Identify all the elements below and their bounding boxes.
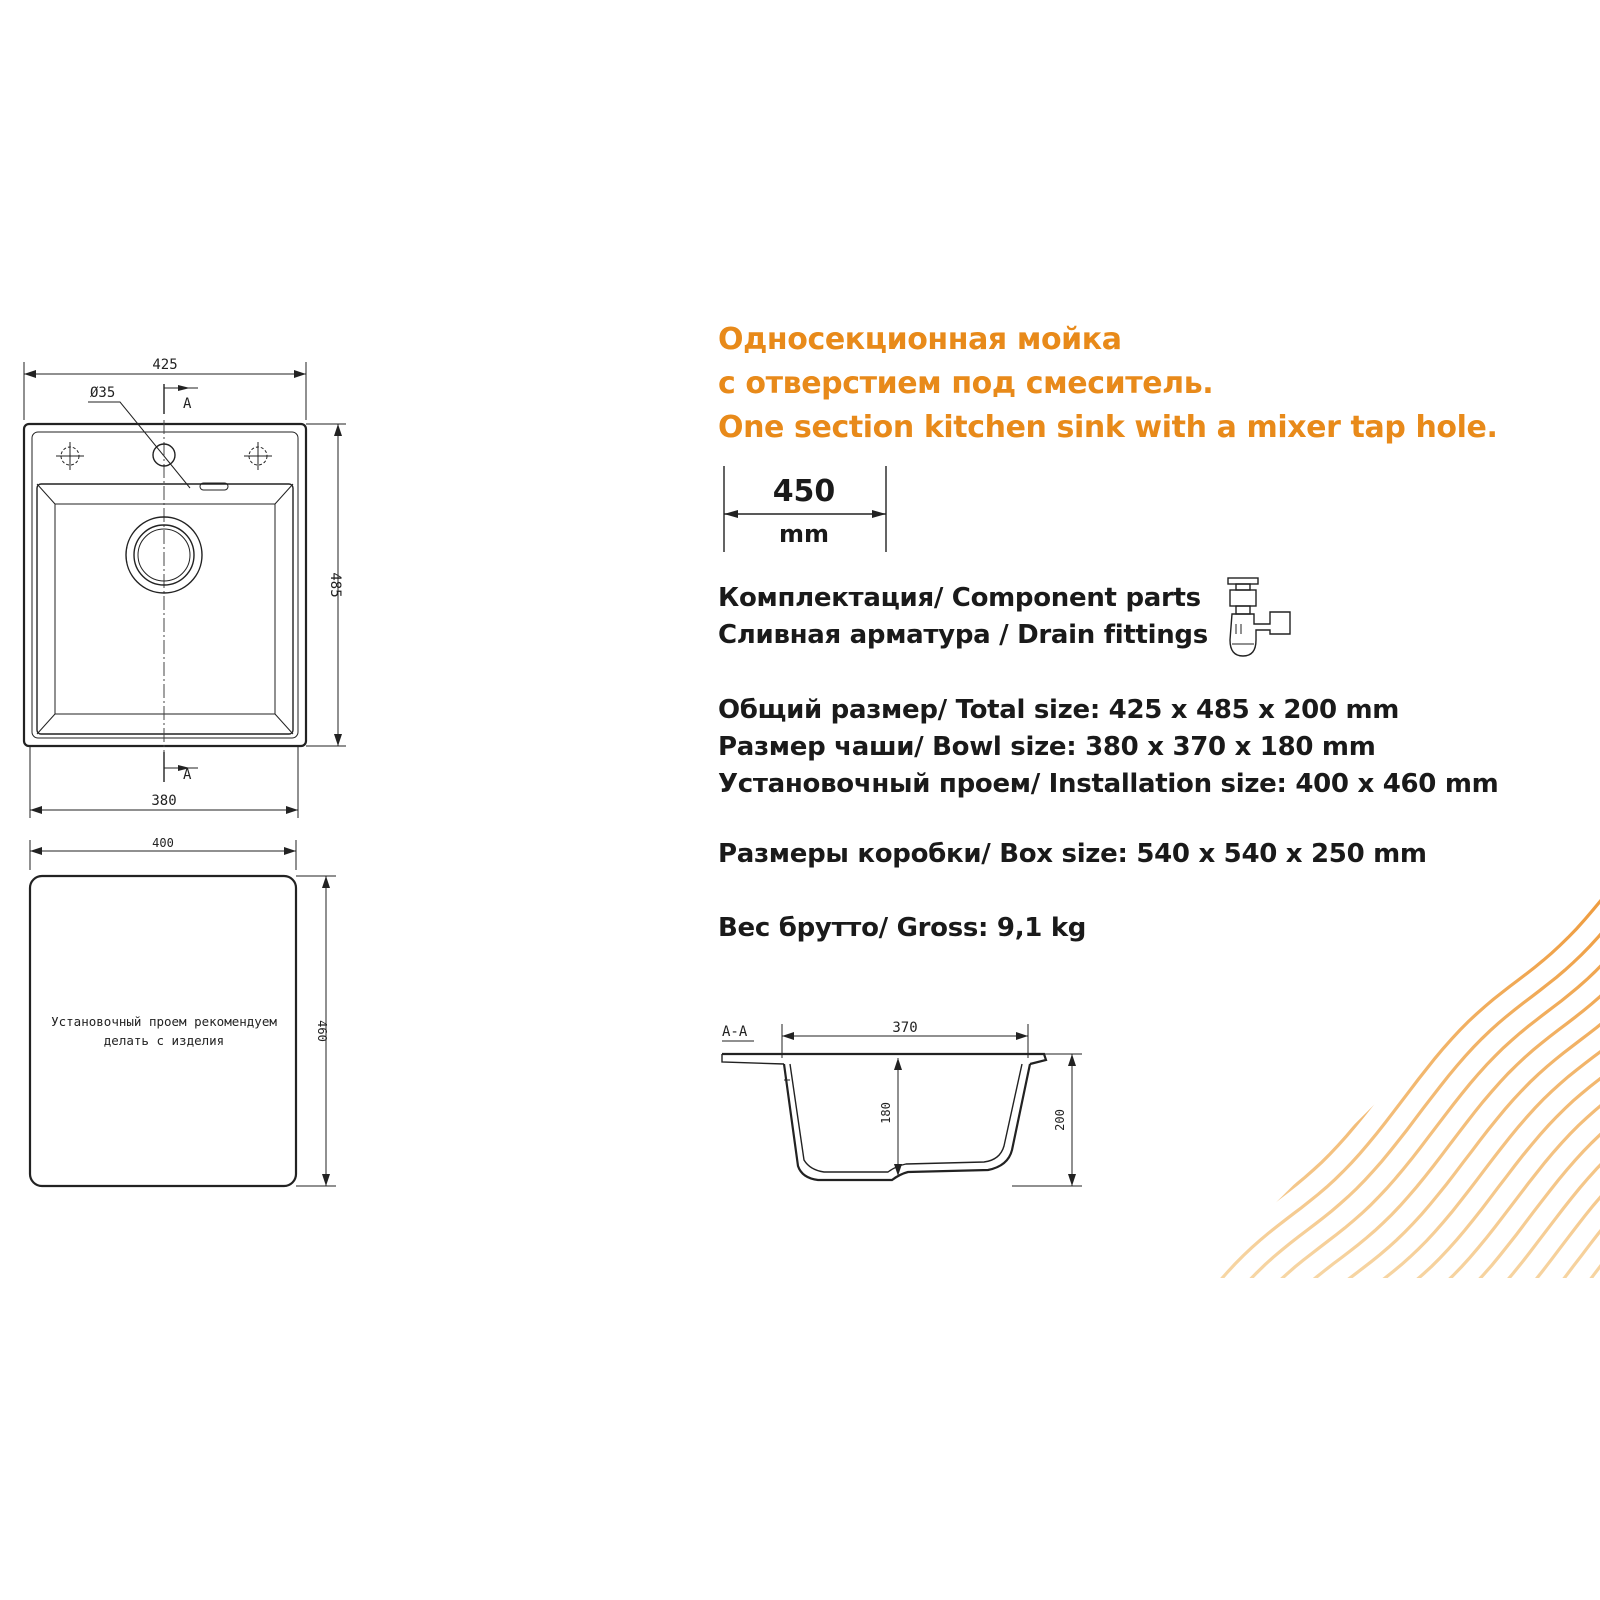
- section-mark-top: A: [183, 396, 192, 412]
- box-size-block: [718, 836, 1578, 873]
- section-mark-bottom: A: [183, 767, 192, 783]
- dim-cutout-460: 460: [315, 1020, 329, 1042]
- dim-width-425: 425: [152, 357, 178, 373]
- title-line-en: One section kitchen sink with a mixer tap hole.: [718, 410, 1498, 445]
- weight-block: [718, 910, 1578, 947]
- bowl-size: Размер чаши/ Bowl size: 380 x 370 x 180 mm: [718, 732, 1376, 762]
- cutout-note-line2: делать с изделия: [103, 1033, 225, 1048]
- title-line-ru-2: с отверстием под смеситель.: [718, 366, 1214, 401]
- section-label: A-A: [722, 1024, 748, 1040]
- drain-fittings-line: Сливная арматура / Drain fittings: [718, 620, 1208, 650]
- dim-section-180: 180: [879, 1102, 893, 1124]
- dim-section-200: 200: [1053, 1109, 1067, 1131]
- components-line: Комплектация/ Component parts: [718, 583, 1201, 613]
- total-size: Общий размер/ Total size: 425 x 485 x 200 mm: [718, 695, 1400, 725]
- dim-section-370: 370: [892, 1020, 918, 1036]
- dim-cutout-400: 400: [152, 836, 174, 850]
- installation-size: Установочный проем/ Installation size: 400 x 460 mm: [718, 769, 1499, 799]
- sizes-block: [718, 692, 1578, 803]
- gross-weight: Вес брутто/ Gross: 9,1 kg: [718, 913, 1087, 943]
- title-line-ru-1: Односекционная мойка: [718, 322, 1122, 357]
- box-size: Размеры коробки/ Box size: 540 x 540 x 250 mm: [718, 839, 1427, 869]
- dim-tap-hole: Ø35: [90, 385, 116, 401]
- cutout-note-line1: Установочный проем рекомендуем: [51, 1014, 277, 1029]
- cabinet-width-unit: mm: [778, 520, 829, 548]
- dim-height-485: 485: [327, 572, 343, 598]
- cabinet-width-value: 450: [772, 474, 836, 509]
- dim-bowl-380: 380: [151, 793, 177, 809]
